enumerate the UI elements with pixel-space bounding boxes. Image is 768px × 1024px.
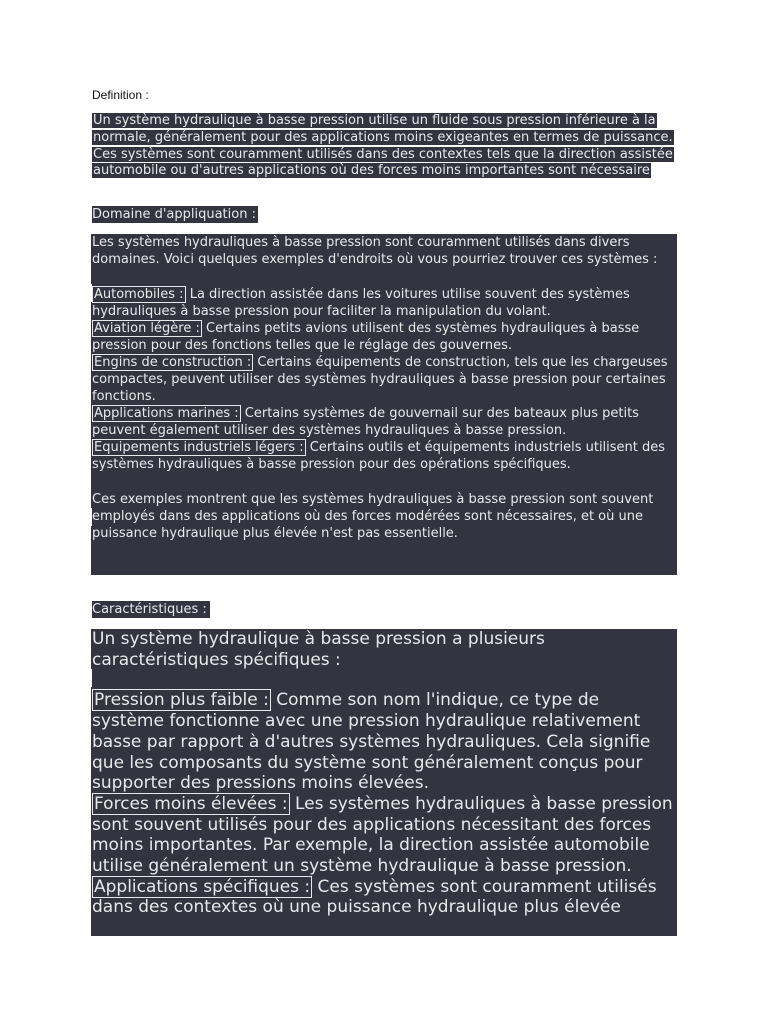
selection-edge-marker xyxy=(90,669,92,687)
list-item-term: Forces moins élevées : xyxy=(94,793,288,814)
list-item xyxy=(92,877,676,918)
characteristics-heading-text: Caractéristiques : xyxy=(92,601,210,618)
characteristics-intro: Un système hydraulique à basse pression a plusieurs caractéristiques spécifiques : xyxy=(92,629,545,670)
domain-heading-text: Domaine d'appliquation : xyxy=(92,207,256,222)
definition-heading: Definition : xyxy=(92,88,149,102)
list-item-term: Equipements industriels légers : xyxy=(94,440,304,455)
selection-edge-marker xyxy=(90,284,92,302)
list-item xyxy=(92,439,676,473)
list-item-text: Certains équipements de construction, tels que les chargeuses compactes, peuvent utiliser des systèmes hydrauliques à basse pression pour certaines fonctions. xyxy=(92,355,668,404)
selection-edge-marker xyxy=(90,508,92,526)
definition-text: Un système hydraulique à basse pression utilise un fluide sous pression inférieure à la normale, généralement pour des applications moins exigeantes en termes de puissance. Ces systèmes sont couramment utilisés dans des contextes tels que la direction assistée automobile ou d'autres applications où des forces moins importantes sont nécessaire xyxy=(93,113,673,179)
domain-section[interactable] xyxy=(91,234,677,575)
domain-closing: Ces exemples montrent que les systèmes hydrauliques à basse pression sont souvent employés dans des applications où des forces modérées sont nécessaires, et où une puissance hydraulique plus élevée n'est pas essentielle. xyxy=(92,492,654,541)
list-item-text: Ces systèmes sont couramment utilisés dans des contextes où une puissance hydraulique plus élevée xyxy=(92,876,657,918)
list-item-text: Comme son nom l'indique, ce type de système fonctionne avec une pression hydraulique relativement basse par rapport à d'autres systèmes hydrauliques. Cela signifie que les composants du système sont généralement conçus pour supporter des pressions moins élevées. xyxy=(92,690,651,794)
definition-paragraph[interactable] xyxy=(92,113,682,180)
list-item-text: Certains outils et équipements industriels utilisent des systèmes hydrauliques à basse pression pour des opérations spécifiques. xyxy=(92,440,666,472)
list-item xyxy=(92,794,676,877)
list-item xyxy=(92,320,676,354)
list-item xyxy=(92,354,676,405)
list-item-text: Certains systèmes de gouvernail sur des bateaux plus petits peuvent également utiliser des systèmes hydrauliques à basse pression. xyxy=(92,406,639,438)
list-item-text: Les systèmes hydrauliques à basse pression sont souvent utilisés pour des applications nécessitant des forces moins importantes. Par exemple, la direction assistée automobile utilise généralement un système hydraulique à basse pression. xyxy=(92,793,673,877)
list-item-term: Applications marines : xyxy=(94,406,239,421)
list-item-term: Applications spécifiques : xyxy=(94,876,311,897)
list-item-text: Certains petits avions utilisent des systèmes hydrauliques à basse pression pour des fonctions telles que le réglage des gouvernes. xyxy=(92,321,640,353)
list-item xyxy=(92,690,676,794)
list-item-term: Pression plus faible : xyxy=(94,690,269,711)
characteristics-heading xyxy=(92,602,210,618)
domain-heading xyxy=(92,207,258,223)
list-item-term: Aviation légère : xyxy=(94,321,200,336)
characteristics-list xyxy=(92,690,676,918)
list-item xyxy=(92,286,676,320)
list-item-text: La direction assistée dans les voitures utilise souvent des systèmes hydrauliques à basse pression pour faciliter la manipulation du volant. xyxy=(92,287,630,319)
list-item-term: Automobiles : xyxy=(94,287,184,302)
domain-intro: Les systèmes hydrauliques à basse pression sont couramment utilisés dans divers domaines. Voici quelques exemples d'endroits où vous pourriez trouver ces systèmes : xyxy=(92,235,658,267)
list-item xyxy=(92,405,676,439)
characteristics-section[interactable] xyxy=(91,629,677,936)
list-item-term: Engins de construction : xyxy=(94,355,252,370)
domain-list xyxy=(92,286,676,473)
